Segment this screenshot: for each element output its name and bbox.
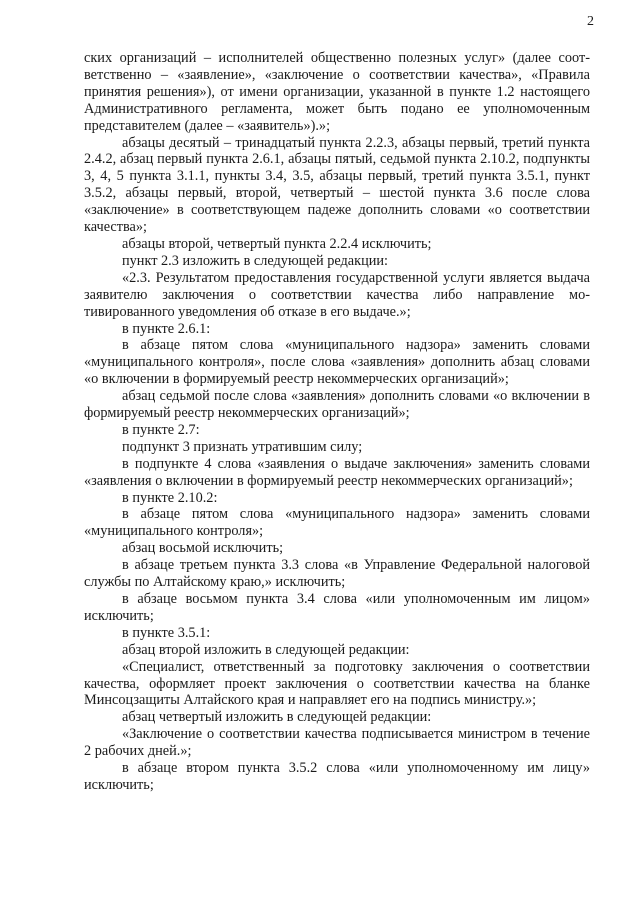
paragraph-8: абзац седьмой после слова «заявления» дополнить словами «о включении в формируемый реестр некоммерческих организаций»; xyxy=(84,388,590,422)
page-number: 2 xyxy=(587,14,594,29)
paragraph-9: в пункте 2.7: xyxy=(122,421,200,438)
paragraph-17: в пункте 3.5.1: xyxy=(122,624,211,641)
paragraph-18: абзац второй изложить в следующей редакции: xyxy=(122,641,410,658)
paragraph-6: в пункте 2.6.1: xyxy=(122,320,211,337)
paragraph-11: в подпункте 4 слова «заявления о выдаче заключения» заменить словами «заявления о включении в формируемый реестр некоммерческих организаций»; xyxy=(84,455,590,489)
paragraph-10: подпункт 3 признать утратившим силу; xyxy=(122,438,363,455)
paragraph-13: в абзаце пятом слова «муниципального надзора» заменить словами «муниципального контроля»; xyxy=(84,506,590,540)
paragraph-3: абзацы второй, четвертый пункта 2.2.4 исключить; xyxy=(122,235,432,252)
paragraph-2: абзацы десятый – тринадцатый пункта 2.2.3, абзацы первый, третий пункта 2.4.2, абзац первый пункта 2.6.1, абзацы пятый, седьмой пункта 2.10.2, подпункты 3, 4, 5 пункта 3.1.1, пункты 3.4, 3.5, абзацы первый, третий пункта 3.5.1, пункт 3.5.2, абзацы первый, второй, четвертый – шестой пункта 3.6 после слова «заключение» в соответствующем падеже дополнить словами «о соответствии качества»; xyxy=(84,134,590,236)
paragraph-15: в абзаце третьем пункта 3.3 слова «в Управление Федеральной налоговой службы по Алтайскому краю,» исключить; xyxy=(84,557,590,591)
paragraph-22: в абзаце втором пункта 3.5.2 слова «или уполномоченному им лицу» исключить; xyxy=(84,760,590,793)
document-body xyxy=(84,50,590,794)
paragraph-4: пункт 2.3 изложить в следующей редакции: xyxy=(122,252,389,269)
paragraph-14: абзац восьмой исключить; xyxy=(122,540,284,557)
paragraph-12: в пункте 2.10.2: xyxy=(122,489,218,506)
paragraph-5: «2.3. Результатом предоставления государственной услуги является выдача заявителю заключения о соответствии качества либо направление мотивированного уведомления об отказе в его выдаче.»; xyxy=(84,269,590,320)
paragraph-16: в абзаце восьмом пункта 3.4 слова «или уполномоченным им лицом» исключить; xyxy=(84,591,590,624)
paragraph-1: ских организаций – исполнителей общественно полезных услуг» (далее соответственно – «заявление», «заключение о соответствии качества», «Правила принятия решения»), от имени организации, указанной в пункте 1.2 настоящего Административного регламента, может быть подано ее уполномоченным представителем (далее – «заявитель»).»; xyxy=(84,50,590,134)
paragraph-19: «Специалист, ответственный за подготовку заключения о соответствии качества, оформляет проект заключения о соответствии качества на бланке Минсоцзащиты Алтайского края и направляет его на подпись министру.»; xyxy=(84,658,590,709)
paragraph-21: «Заключение о соответствии качества подписывается министром в течение 2 рабочих дней.»; xyxy=(84,726,590,760)
paragraph-20: абзац четвертый изложить в следующей редакции: xyxy=(122,709,432,726)
paragraph-7: в абзаце пятом слова «муниципального надзора» заменить словами «муниципального контроля», после слова «заявления» дополнить абзац словами «о включении в формируемый реестр некоммерческих организаций»; xyxy=(84,337,590,388)
